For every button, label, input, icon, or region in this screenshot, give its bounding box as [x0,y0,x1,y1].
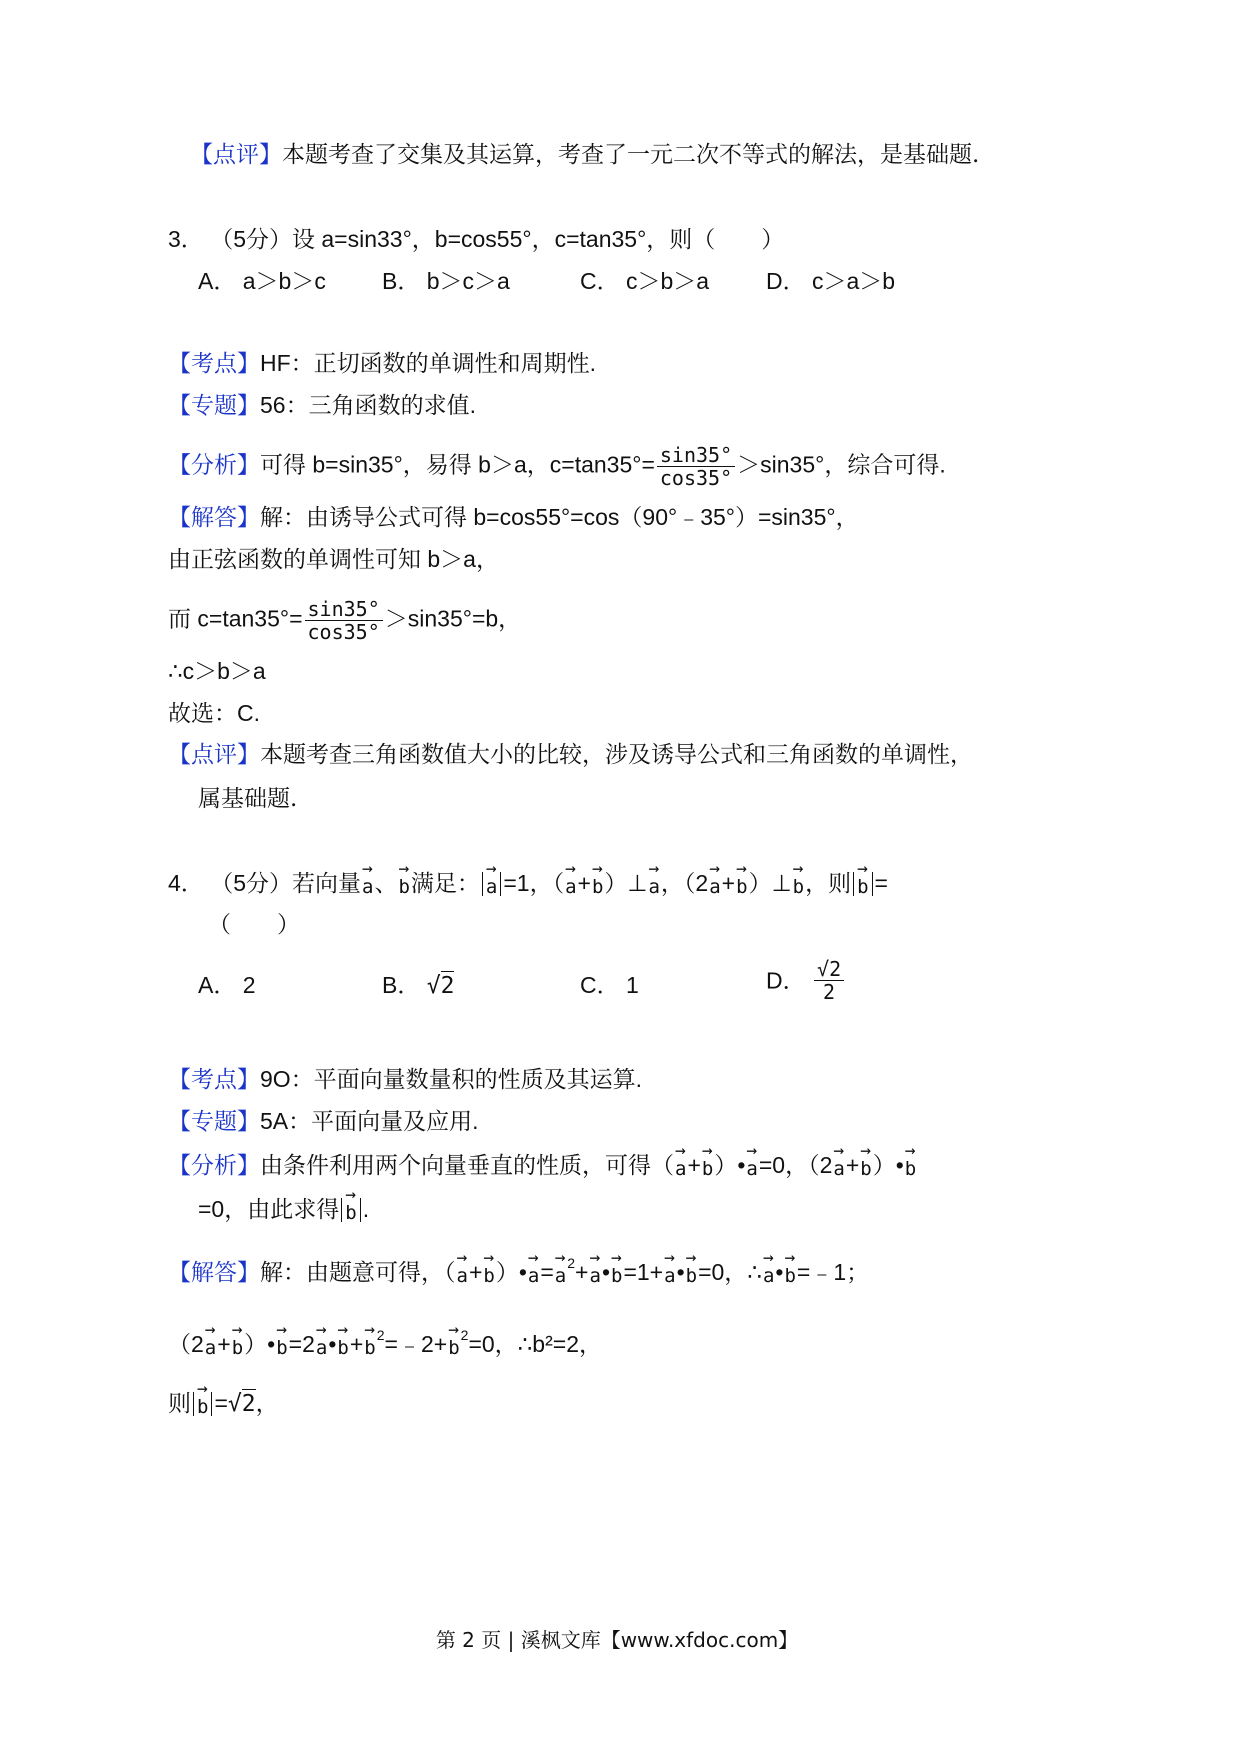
jieda-tag: 【解答】 [168,1259,260,1285]
solution-line: ∴c＞b＞a [168,658,266,684]
option-c: C． 1 [580,972,639,998]
question-number: 4． [168,870,204,896]
option-a: A． a＞b＞c [198,268,326,294]
fraction: $\frac{\sin 35^\circ}{\cos 35^\circ}$ [657,444,735,489]
review-tag: 【点评】 [190,142,282,168]
page-footer: 第 2 页 | 溪枫文库【www.xfdoc.com】 [435,1628,799,1652]
solution-line: 由正弦函数的单调性可知 b＞a， [168,546,499,572]
kaodian-text: HF：正切函数的单调性和周期性. [260,350,597,376]
fraction: $\frac{√2}{2}$ [814,958,844,1003]
option-a: A． 2 [198,972,256,998]
dianping-text: 本题考查三角函数值大小的比较，涉及诱导公式和三角函数的单调性， [260,742,973,768]
zhuanti-tag: 【专题】 [168,1109,260,1135]
sqrt: √2 [426,973,455,999]
solution-line: 而 c=tan35°= $\frac{\sin 35^\circ}{\cos 35^\circ}$ ＞sin35°=b， [168,597,522,644]
option-b: B． √2 [382,972,455,999]
option-c: C． c＞b＞a [580,268,710,294]
fenxi-line-2: =0，由此求得→ b . [198,1192,369,1228]
question-3-stem [168,224,784,254]
fraction: $\frac{\sin 35^\circ}{\cos 35^\circ}$ [305,598,383,643]
question-score: （5分） [210,870,292,896]
fenxi-line: 【分析】可得 b=sin35°，易得 b＞a，c=tan35°= $\frac{\sin 35^\circ}{\cos 35^\circ}$ ＞sin35°，综合可得. [168,443,946,490]
question-blank: （ ） [208,912,300,938]
kaodian-tag: 【考点】 [168,351,260,377]
solution-line: 故选：C. [168,700,260,726]
review-line [190,140,979,170]
dianping-line [168,740,973,770]
dianping-line-2: 属基础题. [198,786,298,812]
question-number: 3． [168,226,204,252]
zhuanti-tag: 【专题】 [168,393,260,419]
zhuanti-line [168,1106,479,1137]
jieda-line: 【解答】解：由题意可得，（→ a+→ b）•→ $a=\to a^2+\to$ a•→ b=1+→ a•→ b=0，∴→ a•→ b=﹣1； [168,1248,869,1291]
kaodian-text: 9O：平面向量数量积的性质及其运算. [260,1066,643,1092]
kaodian-tag: 【考点】 [168,1067,260,1093]
kaodian-line [168,1064,642,1095]
question-4-stem: 4． （5分）若向量→ a、→ b满足：→ a =1，（→ a+→ b）⊥→ a，（2→ a+→ b）⊥→ b，则→ b = [168,866,888,902]
dianping-tag: 【点评】 [168,742,260,768]
solution-line: （2→ a+→ b）•→ b=2→ a•→ $b+\to b^2=﹣2+\to b^2=0$，∴b²=2， [168,1320,602,1363]
zhuanti-text: 5A：平面向量及应用. [260,1108,479,1134]
question-text: 设 a=sin33°，b=cos55°，c=tan35°，则（ ） [291,226,785,252]
zhuanti-text: 56：三角函数的求值. [260,392,476,418]
fenxi-line: 【分析】由条件利用两个向量垂直的性质，可得（→ a+→ b）•→ a=0，（2→ a+→ b）•→ b [168,1148,917,1184]
jieda-line [168,502,859,533]
option-d: D． c＞a＞b [766,268,896,294]
option-b: B． b＞c＞a [382,268,510,294]
option-d: D． $\frac{√2}{2}$ [766,958,846,1003]
vector-b: → b [398,866,409,902]
solution-line: 则→ b =√2， [168,1386,279,1422]
kaodian-line [168,348,596,379]
question-score: （5分） [210,226,292,252]
zhuanti-line [168,390,476,421]
jieda-text: 解：由诱导公式可得 b=cos55°=cos（90°﹣35°）=sin35°， [260,504,859,530]
fenxi-tag: 【分析】 [168,1152,260,1178]
jieda-tag: 【解答】 [168,505,260,531]
review-text: 本题考查了交集及其运算，考查了一元二次不等式的解法，是基础题. [282,142,980,168]
fenxi-tag: 【分析】 [168,452,260,479]
vector-a: → a [362,866,373,902]
